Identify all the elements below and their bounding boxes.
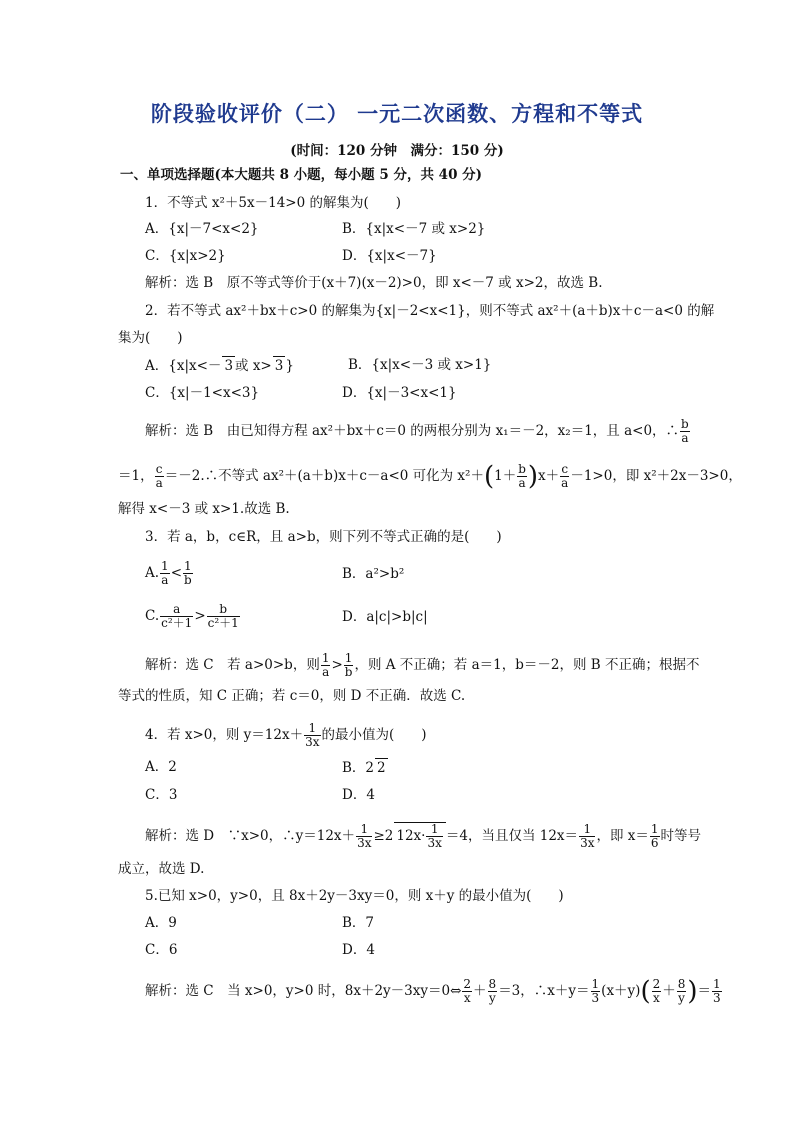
q1-option-b: B．{x|x<－7 或 x>2} [342, 221, 486, 237]
fraction: $\frac{b}{\text{c²＋1}}$ [207, 602, 239, 630]
fraction: $\frac{c}{a}$ [155, 462, 163, 490]
fraction: $\frac{2}{x}$ [652, 977, 661, 1005]
q2-option-b: B．{x|x<－3 或 x>1} [348, 357, 492, 373]
q2-option-a: A．{x|x<－ 3 或 x> 3 } [145, 358, 294, 374]
fraction: $\frac{2}{x}$ [463, 977, 472, 1005]
sqrt-symbol: 3 [274, 358, 284, 374]
question-3-stem: 3．若 a，b，c∈R，且 a>b，则下列不等式正确的是( ) [145, 529, 502, 545]
q4-option-b: B．2 2 [342, 760, 386, 776]
page-title: 阶段验收评价（二） 一元二次函数、方程和不等式 [150, 101, 644, 126]
section-heading: 一、单项选择题(本大题共 8 小题，每小题 5 分，共 40 分) [120, 167, 483, 183]
q4-option-a: A．2 [145, 759, 177, 775]
question-1-stem: 1．不等式 x²＋5x－14>0 的解集为( ) [145, 195, 402, 211]
fraction: $\frac{c}{a}$ [561, 462, 569, 490]
question-4-stem: 4．若 x>0，则 y＝12x＋ $\frac{1}{3x}$ 的最小值为( ) [145, 721, 427, 749]
q3-option-c: C. $\frac{a}{\text{c²＋1}}$ > $\frac{b}{\text{c²＋1}}$ [145, 602, 239, 630]
fraction: $\frac{1}{b}$ [344, 651, 353, 679]
q3-option-d: D．a|c|>b|c| [342, 609, 428, 625]
fraction: $\frac{b}{a}$ [681, 417, 689, 445]
fraction: $\frac{1}{3x}$ [580, 822, 595, 850]
q5-option-a: A．9 [145, 915, 177, 931]
q5-solution-line1: 解析：选 C 当 x>0，y>0 时，8x＋2y－3xy＝0⇔ $\frac{2}{x}$ ＋ $\frac{8}{y}$ ＝3，∴x＋y＝ $\frac{1}{3}$ (x＋y)( $\frac{2}{x}$ ＋ $\frac{8}{y}$ )＝ $\frac{1}{3}$ [145, 976, 721, 1007]
q4-solution-line2: 成立，故选 D. [118, 861, 205, 877]
q2-solution-line2: ＝1， $\frac{c}{a}$ ＝－2.∴不等式 ax²＋(a＋b)x＋c－a<0 可化为 x²＋(1＋ $\frac{b}{a}$ )x＋ $\frac{c}{a}$ －1>0，即 x²＋2x－3>0， [118, 461, 742, 492]
q2-solution-line3: 解得 x<－3 或 x>1.故选 B. [118, 501, 290, 517]
sqrt-symbol: 2 [377, 760, 386, 776]
q4-solution-line1: 解析：选 D ∵x>0，∴y＝12x＋ $\frac{1}{3x}$ ≥2 12x· $\frac{1}{3x}$ ＝4，当且仅当 12x＝ $\frac{1}{3x}$ ，即 x＝ $\frac{1}{6}$ 时等号 [145, 822, 702, 850]
fraction: $\frac{1}{6}$ [650, 822, 659, 850]
fraction: $\frac{8}{y}$ [488, 977, 497, 1005]
fraction: $\frac{1}{a}$ [161, 559, 169, 587]
fraction: $\frac{1}{3}$ [591, 977, 600, 1005]
fraction: $\frac{a}{\text{c²＋1}}$ [161, 602, 193, 630]
sqrt-symbol: 3 [224, 358, 234, 374]
sqrt-symbol: 12x· $\frac{1}{3x}$ [394, 822, 446, 850]
q1-option-c: C．{x|x>2} [145, 248, 226, 264]
q2-option-c: C．{x|－1<x<3} [145, 385, 260, 401]
q1-option-d: D．{x|x<－7} [342, 248, 437, 264]
q5-option-d: D．4 [342, 942, 375, 958]
fraction: $\frac{1}{a}$ [321, 651, 330, 679]
fraction: $\frac{b}{a}$ [518, 462, 526, 490]
q3-solution-line1: 解析：选 C 若 a>0>b，则 $\frac{1}{a}$ > $\frac{1}{b}$ ，则 A 不正确；若 a＝1，b＝－2，则 B 不正确；根据不 [145, 651, 700, 679]
q3-option-a: A. $\frac{1}{a}$ < $\frac{1}{b}$ [145, 559, 192, 587]
fraction: $\frac{8}{y}$ [677, 977, 686, 1005]
q2-solution-line1: 解析：选 B 由已知得方程 ax²＋bx＋c＝0 的两根分别为 x₁＝－2，x₂＝1，且 a<0，∴ $\frac{b}{a}$ [145, 417, 689, 445]
q2-option-d: D．{x|－3<x<1} [342, 385, 457, 401]
exam-info: (时间：120 分钟 满分：150 分) [290, 143, 504, 159]
fraction: $\frac{1}{b}$ [184, 559, 192, 587]
q1-option-a: A．{x|－7<x<2} [145, 221, 259, 237]
fraction: $\frac{1}{3x}$ [305, 721, 320, 749]
question-2-stem-line2: 集为( ) [118, 330, 183, 346]
q5-option-b: B．7 [342, 915, 375, 931]
q1-solution: 解析：选 B 原不等式等价于(x＋7)(x－2)>0，即 x<－7 或 x>2，故选 B. [145, 275, 603, 291]
fraction: $\frac{1}{3}$ [713, 977, 721, 1005]
fraction: $\frac{1}{3x}$ [427, 822, 442, 850]
q5-option-c: C．6 [145, 942, 178, 958]
question-2-stem-line1: 2．若不等式 ax²＋bx＋c>0 的解集为{x|－2<x<1}，则不等式 ax²＋(a＋b)x＋c－a<0 的解 [145, 303, 715, 319]
q4-option-d: D．4 [342, 787, 375, 803]
q3-solution-line2: 等式的性质，知 C 正确；若 c＝0，则 D 不正确．故选 C. [118, 688, 466, 704]
fraction: $\frac{1}{3x}$ [357, 822, 372, 850]
q3-option-b: B．a²>b² [342, 566, 405, 582]
q4-option-c: C．3 [145, 787, 178, 803]
question-5-stem: 5.已知 x>0，y>0，且 8x＋2y－3xy＝0，则 x＋y 的最小值为( ) [145, 888, 564, 904]
